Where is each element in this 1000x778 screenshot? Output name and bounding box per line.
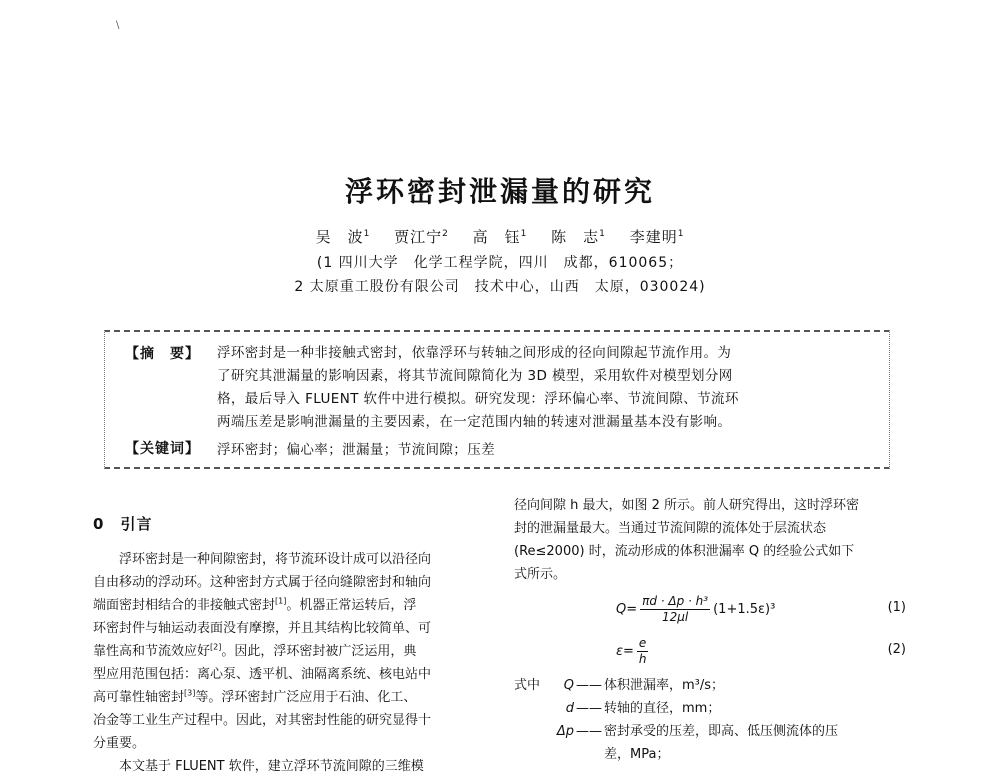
- author: 陈 志$^1$: [551, 228, 606, 246]
- right-body: [514, 494, 910, 586]
- citation-ref: [3]: [184, 688, 196, 698]
- abstract-box: [104, 330, 890, 469]
- scan-mark: \: [116, 20, 120, 31]
- body-line: 分重要。: [93, 736, 146, 751]
- body-line: 环密封件与轴运动表面没有摩擦，并且其结构比较简单、可: [93, 621, 432, 636]
- definition-row: [514, 743, 910, 766]
- body-line: 端面密封相结合的非接触式密封[1]。机器正常运转后，浮: [93, 596, 417, 613]
- definition-symbol: d: [565, 701, 574, 716]
- section-number: 0: [93, 515, 105, 533]
- section-title: 引言: [120, 515, 153, 533]
- definition-row: [514, 674, 910, 697]
- definition-lead: 式中: [514, 678, 541, 693]
- abstract-line: 格，最后导入 FLUENT 软件中进行模拟。研究发现：浮环偏心率、节流间隙、节流环: [217, 391, 739, 407]
- eq1-label: (1): [887, 600, 906, 615]
- eq1-lhs: Q=: [616, 601, 638, 617]
- definition-dash: ——: [576, 678, 602, 693]
- affiliation-2: 2 太原重工股份有限公司 技术中心，山西 太原，030024): [294, 279, 706, 295]
- affiliation-1: (1 四川大学 化学工程学院，四川 成都，610065；: [316, 255, 684, 271]
- eq1-rest: (1+1.5ε)³: [713, 601, 776, 617]
- body-line: 径向间隙 h 最大，如图 2 所示。前人研究得出，这时浮环密: [514, 498, 860, 513]
- body-line: (Re≤2000) 时，流动形成的体积泄漏率 Q 的经验公式如下: [514, 544, 855, 559]
- paper-title: 浮环密封泄漏量的研究: [344, 175, 655, 208]
- definition-text: 密封承受的压差，即高、低压侧流体的压: [604, 724, 839, 739]
- body-line: 高可靠性轴密封[3]等。浮环密封广泛应用于石油、化工、: [93, 688, 417, 705]
- body-line: 封的泄漏量最大。当通过节流间隙的流体处于层流状态: [514, 521, 827, 536]
- eq1-denominator: 12μl: [661, 609, 689, 624]
- right-column: [514, 494, 910, 766]
- author: 吴 波$^1$: [315, 228, 371, 246]
- citation-ref: [2]: [210, 642, 222, 652]
- abstract-text: [217, 342, 881, 434]
- intro-body: [93, 548, 491, 778]
- abstract-line: 了研究其泄漏量的影响因素，将其节流间隙简化为 3D 模型，采用软件对模型划分网: [217, 368, 733, 384]
- definition-symbol: Δp: [556, 724, 574, 739]
- author-list: [0, 226, 1000, 247]
- keywords-text: 浮环密封；偏心率；泄漏量；节流间隙；压差: [217, 442, 495, 458]
- eq1-numerator: πd · Δp · h³: [642, 593, 709, 608]
- citation-ref: [1]: [275, 596, 287, 606]
- definition-text: 转轴的直径，mm；: [604, 701, 721, 716]
- equation-1: [514, 592, 910, 626]
- definition-text: 体积泄漏率，m³/s；: [604, 678, 725, 693]
- definition-row: [514, 720, 910, 743]
- definition-text: 差，MPa；: [604, 747, 670, 762]
- definition-row: [514, 697, 910, 720]
- definition-dash: ——: [576, 701, 602, 716]
- eq2-denominator: h: [638, 651, 647, 666]
- body-line: 靠性高和节流效应好[2]。因此，浮环密封被广泛运用，典: [93, 642, 417, 659]
- eq2-lhs: ε=: [616, 643, 634, 659]
- body-line: 本文基于 FLUENT 软件，建立浮环节流间隙的三维模: [119, 759, 424, 774]
- left-column: [93, 500, 491, 778]
- body-line: 式所示。: [514, 567, 567, 582]
- body-line: 浮环密封是一种间隙密封，将节流环设计成可以沿径向: [119, 552, 432, 567]
- body-line: 自由移动的浮动环。这种密封方式属于径向缝隙密封和轴向: [93, 575, 432, 590]
- definition-dash: ——: [576, 724, 602, 739]
- body-line: 冶金等工业生产过程中。因此，对其密封性能的研究显得十: [93, 713, 432, 728]
- definition-symbol: Q: [563, 678, 574, 693]
- abstract-label: 【摘 要】: [125, 346, 200, 362]
- symbol-definitions: [514, 674, 910, 766]
- author: 李建明$^1$: [629, 228, 685, 246]
- keywords-label: 【关键词】: [125, 441, 200, 457]
- author: 贾江宁$^2$: [394, 228, 449, 246]
- abstract-line: 浮环密封是一种非接触式密封，依靠浮环与转轴之间形成的径向间隙起节流作用。为: [217, 345, 732, 361]
- section-heading: [93, 513, 491, 534]
- equation-2: [514, 634, 910, 668]
- eq1-fraction: [640, 594, 710, 625]
- eq2-label: (2): [887, 642, 906, 657]
- abstract-line: 两端压差是影响泄漏量的主要因素，在一定范围内轴的转速对泄漏量基本没有影响。: [217, 414, 732, 430]
- eq2-numerator: e: [638, 635, 647, 650]
- eq2-fraction: [637, 636, 648, 667]
- author: 高 钰$^1$: [472, 228, 528, 246]
- body-line: 型应用范围包括：离心泵、透平机、油隔离系统、核电站中: [93, 667, 432, 682]
